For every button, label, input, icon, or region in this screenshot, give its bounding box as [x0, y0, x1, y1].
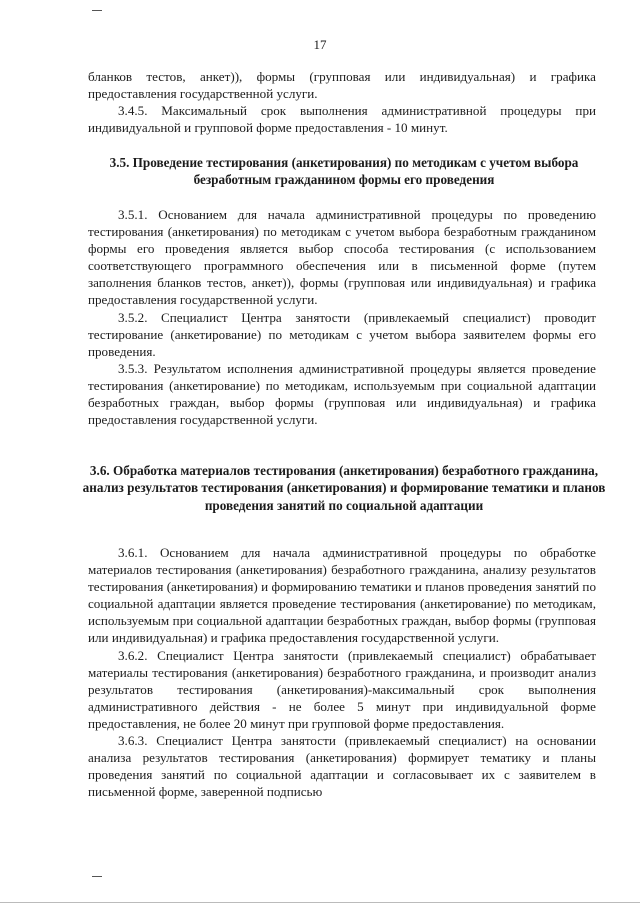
- paragraph-3-5-3: 3.5.3. Результатом исполнения административной процедуры является проведение тестирования (анкетирование) по методикам, используемым при социальной адаптации безработных граждан, выбор формы (групповая или индивидуальная) и графика предоставления государственной услуги.: [88, 360, 596, 428]
- page-number: 17: [313, 37, 327, 52]
- intro-paragraph-2: 3.4.5. Максимальный срок выполнения административной процедуры при индивидуальной и групповой форме предоставления - 10 минут.: [88, 103, 596, 136]
- intro-paragraph-1: бланков тестов, анкет)), формы (групповая или индивидуальная) и графика предоставления государственной услуги.: [88, 69, 596, 102]
- section-3-6-body: [88, 544, 596, 800]
- section-3-5-heading: 3.5. Проведение тестирования (анкетирования) по методикам с учетом выбора безработным гражданином формы его проведения: [109, 155, 579, 188]
- section-3-5-body: [88, 206, 596, 428]
- intro-block: [88, 68, 596, 136]
- section-3-6-heading: 3.6. Обработка материалов тестирования (анкетирования) безработного гражданина, анализ результатов тестирования (анкетирования) и формирование тематики и планов проведения занятий по социальной адаптации: [82, 463, 606, 513]
- paragraph-3-6-1: 3.6.1. Основанием для начала административной процедуры по обработке материалов тестирования (анкетирования) безработного гражданина, анализу результатов тестирования (анкетирования) и формированию тематики и планов проведения занятий по социальной адаптации является проведение тестирования (анкетирование) по методикам, используемым при социальной адаптации безработных граждан, выбор формы (групповая или индивидуальная) и графика предоставления государственной услуги.: [88, 545, 596, 646]
- bottom-scan-mark: [92, 876, 102, 877]
- paragraph-3-6-2: 3.6.2. Специалист Центра занятости (привлекаемый специалист) обрабатывает материалы тестирования (анкетирования) безработного гражданина, и производит анализ результатов тестирования (анкетирования)-максимальный срок выполнения административного действия - не более 5 минут при индивидуальной форме предоставления, не более 20 минут при групповой форме предоставления.: [88, 647, 596, 731]
- paragraph-3-5-2: 3.5.2. Специалист Центра занятости (привлекаемый специалист) проводит тестирование (анкетирование) по методикам с учетом выбора заявителем формы его проведения.: [88, 309, 596, 359]
- bottom-edge-line: [0, 902, 640, 903]
- paragraph-3-5-1: 3.5.1. Основанием для начала административной процедуры по проведению тестирования (анкетирования) по методикам с учетом выбора безработным гражданином формы его проведения является выбор способа тестирования (с использованием соответствующего программного обеспечения или в письменной форме (путем заполнения бланков тестов, анкет)), формы (групповая или индивидуальная) и графика предоставления государственной услуги.: [88, 207, 596, 308]
- paragraph-3-6-3: 3.6.3. Специалист Центра занятости (привлекаемый специалист) на основании анализа результатов тестирования (анкетирования) формирует тематику и планы проведения занятий по социальной адаптации и согласовывает их с заявителем в письменной форме, заверенной подписью: [88, 733, 596, 800]
- top-scan-mark: [92, 10, 102, 11]
